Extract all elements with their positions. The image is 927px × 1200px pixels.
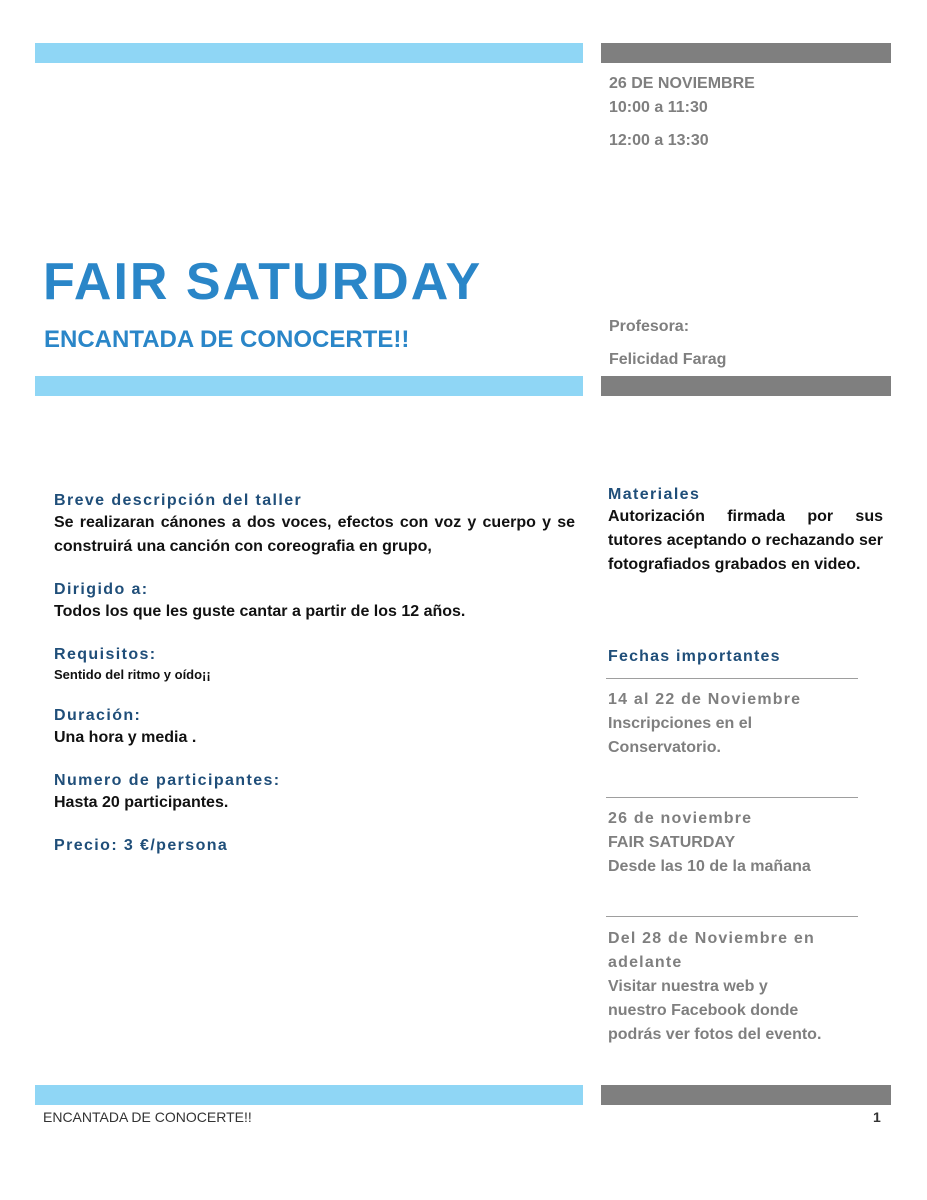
top-gray-bar [601, 43, 891, 63]
section-body: Se realizaran cánones a dos voces, efectos con voz y cuerpo y se construirá una canción con coreografia en grupo, [54, 514, 575, 555]
divider [606, 797, 858, 798]
event-line: podrás ver fotos del evento. [608, 1026, 822, 1043]
event-title: Del 28 de Noviembre en adelante [608, 930, 815, 971]
bottom-blue-bar [35, 1085, 583, 1105]
section-duration [54, 705, 575, 750]
event-line: FAIR SATURDAY [608, 834, 736, 851]
section-body: Una hora y media . [54, 729, 197, 746]
section-heading: Duración: [54, 707, 142, 724]
section-heading: Numero de participantes: [54, 772, 281, 789]
schedule-time-2: 12:00 a 13:30 [609, 132, 709, 149]
event-item [608, 807, 868, 879]
section-description [54, 490, 575, 559]
schedule-time-1: 10:00 a 11:30 [609, 99, 708, 116]
materials-body: Autorización firmada por sus tutores aceptando o rechazando ser fotografiados grabados en video. [608, 508, 883, 573]
section-body: Hasta 20 participantes. [54, 794, 229, 811]
footer-text: ENCANTADA DE CONOCERTE!! [43, 1109, 252, 1125]
section-audience [54, 579, 575, 624]
section-body: Todos los que les guste cantar a partir de los 12 años. [54, 603, 466, 620]
bottom-gray-bar [601, 1085, 891, 1105]
event-item [608, 688, 868, 760]
section-participants [54, 770, 575, 815]
document-title: FAIR SATURDAY [43, 253, 483, 311]
workshop-details [54, 490, 575, 876]
teacher-name: Felicidad Farag [609, 351, 727, 368]
event-title: 14 al 22 de Noviembre [608, 691, 802, 708]
materials-heading: Materiales [608, 486, 701, 503]
divider [606, 678, 858, 679]
materials-block [608, 484, 883, 577]
teacher-label: Profesora: [609, 318, 690, 335]
event-title: 26 de noviembre [608, 810, 753, 827]
schedule-date: 26 DE NOVIEMBRE [609, 75, 755, 92]
section-heading: Breve descripción del taller [54, 492, 303, 509]
mid-gray-bar [601, 376, 891, 396]
mid-blue-bar [35, 376, 583, 396]
section-price [54, 835, 575, 856]
section-requirements [54, 644, 575, 685]
event-item [608, 927, 858, 1047]
schedule-block [609, 72, 755, 153]
important-dates-heading: Fechas importantes [608, 648, 781, 665]
event-line: Inscripciones en el [608, 715, 753, 732]
event-line: nuestro Facebook donde [608, 1002, 799, 1019]
section-heading: Requisitos: [54, 646, 157, 663]
event-line: Conservatorio. [608, 739, 721, 756]
event-line: Visitar nuestra web y [608, 978, 768, 995]
top-blue-bar [35, 43, 583, 63]
section-body: Sentido del ritmo y oído¡¡ [54, 667, 211, 682]
event-line: Desde las 10 de la mañana [608, 858, 811, 875]
price-heading: Precio: 3 €/persona [54, 837, 229, 854]
section-heading: Dirigido a: [54, 581, 149, 598]
divider [606, 916, 858, 917]
teacher-block [609, 310, 726, 376]
document-subtitle: ENCANTADA DE CONOCERTE!! [44, 326, 410, 353]
page-number: 1 [873, 1109, 881, 1125]
